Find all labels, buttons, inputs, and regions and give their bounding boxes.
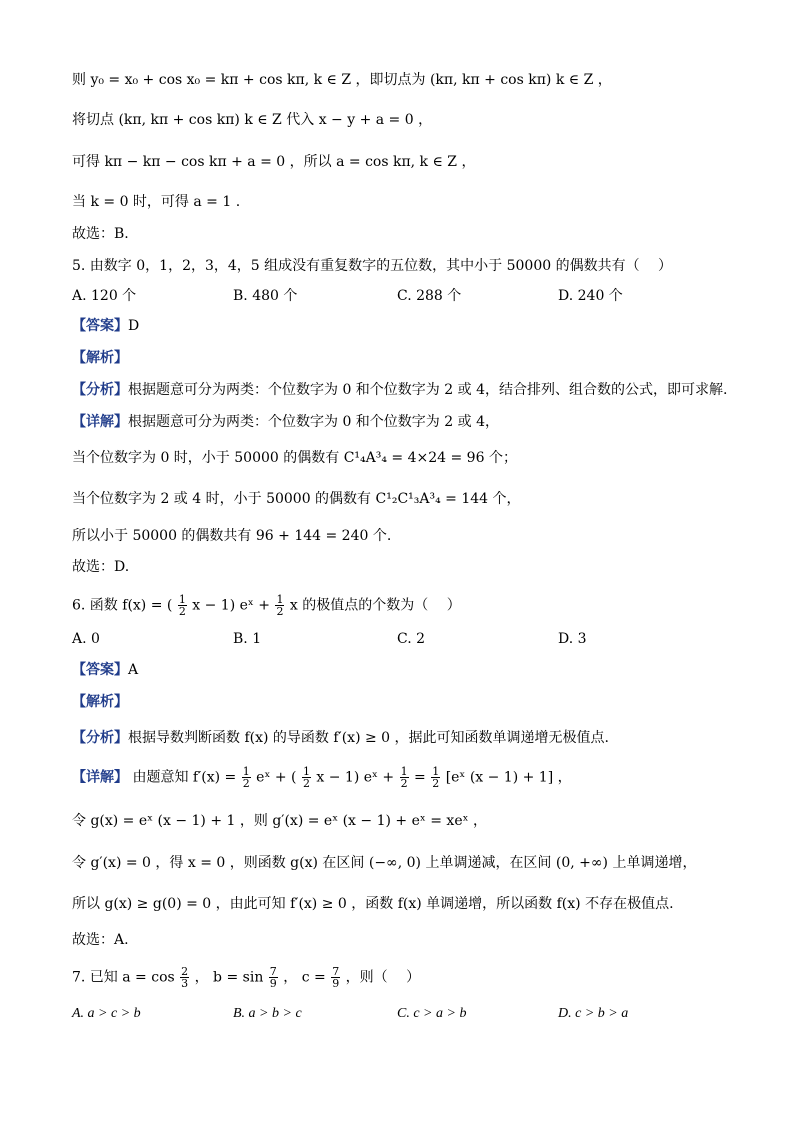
fraction-den: 3 <box>181 977 189 990</box>
text-line: 令 g(x) = eˣ (x − 1) + 1 ，则 g′(x) = eˣ (x − 1) + eˣ = xeˣ ， <box>72 813 487 829</box>
q6-option-c: C. 2 <box>397 631 426 647</box>
answer-tag: 【答案】 <box>72 662 128 678</box>
detail-text: = <box>414 769 426 786</box>
q7-text: 7. 已知 a = cos <box>72 969 175 986</box>
fraction-num: 2 <box>181 965 189 978</box>
q7-option-a: A. a > c > b <box>72 1006 141 1021</box>
answer-line <box>72 316 139 336</box>
detail-line <box>72 412 499 432</box>
fraction-seven-ninths <box>331 966 340 989</box>
text-line: 故选：D. <box>72 559 130 575</box>
detail-tag: 【详解】 <box>72 769 128 786</box>
text-line: 故选：A. <box>72 932 129 948</box>
q6-option-d: D. 3 <box>558 631 587 647</box>
fraction-den: 9 <box>269 977 277 990</box>
q7-text: ， c = <box>283 969 326 986</box>
fraction-den: 2 <box>242 777 250 790</box>
q5-option-b: B. 480 个 <box>233 288 298 304</box>
text-line: 将切点 (kπ, kπ + cos kπ) k ∈ Z 代入 x − y + a = 0 ， <box>72 112 433 128</box>
text-line: 令 g′(x) = 0 ，得 x = 0 ，则函数 g(x) 在区间 (−∞, 0) 上单调递减，在区间 (0, +∞) 上单调递增， <box>72 855 697 871</box>
q7-text: ， b = sin <box>194 969 264 986</box>
q5-option-a: A. 120 个 <box>72 288 137 304</box>
fraction-den: 2 <box>432 777 440 790</box>
detail-line <box>72 766 572 789</box>
fraction-num: 1 <box>302 765 310 778</box>
fraction-half <box>400 766 409 789</box>
fraction-den: 2 <box>276 605 284 618</box>
question-5: 5. 由数字 0，1，2，3，4，5 组成没有重复数字的五位数，其中小于 50000 的偶数共有（ ） <box>72 258 673 274</box>
detail-text: [eˣ (x − 1) + 1] ， <box>445 769 572 786</box>
analysis-line <box>72 692 128 712</box>
q6-text: 6. 函数 f(x) = ( <box>72 597 173 614</box>
q5-option-c: C. 288 个 <box>397 288 462 304</box>
fenxi-text: 根据导数判断函数 f(x) 的导函数 f′(x) ≥ 0 ，据此可知函数单调递增无极值点. <box>128 730 609 746</box>
detail-text: eˣ + ( <box>256 769 297 786</box>
fenxi-tag: 【分析】 <box>72 382 128 398</box>
q7-text: ，则（ ） <box>345 969 421 986</box>
fraction-num: 1 <box>242 765 250 778</box>
fraction-den: 9 <box>332 977 340 990</box>
text-line: 所以 g(x) ≥ g(0) = 0 ，由此可知 f′(x) ≥ 0 ，函数 f(x) 单调递增，所以函数 f(x) 不存在极值点. <box>72 896 674 912</box>
q5-option-d: D. 240 个 <box>558 288 623 304</box>
q6-text: x − 1) eˣ + <box>192 597 271 614</box>
analysis-tag: 【解析】 <box>72 350 128 366</box>
text-line: 当个位数字为 0 时，小于 50000 的偶数有 C¹₄A³₄ = 4×24 = 96 个； <box>72 450 517 466</box>
fraction-num: 1 <box>400 765 408 778</box>
q6-option-b: B. 1 <box>233 631 262 647</box>
q7-option-d: D. c > b > a <box>558 1006 629 1021</box>
fenxi-tag: 【分析】 <box>72 730 128 746</box>
fraction-num: 7 <box>269 965 277 978</box>
fraction-den: 2 <box>302 777 310 790</box>
fenxi-text: 根据题意可分为两类：个位数字为 0 和个位数字为 2 或 4，结合排列、组合数的公式，即可求解. <box>128 382 728 398</box>
analysis-tag: 【解析】 <box>72 694 128 710</box>
answer-tag: 【答案】 <box>72 318 128 334</box>
fraction-den: 2 <box>400 777 408 790</box>
fraction-half <box>178 594 187 617</box>
q6-option-a: A. 0 <box>72 631 100 647</box>
text-line: 故选：B. <box>72 226 129 242</box>
answer-line <box>72 660 138 680</box>
text-line: 当 k = 0 时，可得 a = 1 . <box>72 194 241 210</box>
answer-value: D <box>128 318 140 334</box>
text-line: 则 y₀ = x₀ + cos x₀ = kπ + cos kπ, k ∈ Z ，即切点为 (kπ, kπ + cos kπ) k ∈ Z ， <box>72 72 612 88</box>
detail-text: 由题意知 f′(x) = <box>132 769 237 786</box>
fraction-num: 7 <box>332 965 340 978</box>
q6-text: x 的极值点的个数为（ ） <box>289 597 461 614</box>
question-6 <box>72 594 461 617</box>
q7-option-b: B. a > b > c <box>233 1006 302 1021</box>
fraction-den: 2 <box>178 605 186 618</box>
detail-tag: 【详解】 <box>72 414 128 430</box>
fraction-seven-ninths <box>269 966 278 989</box>
text-line: 当个位数字为 2 或 4 时，小于 50000 的偶数有 C¹₂C¹₃A³₄ = 144 个， <box>72 491 521 507</box>
fraction-num: 1 <box>276 593 284 606</box>
fraction-half <box>275 594 284 617</box>
q7-option-c: C. c > a > b <box>397 1006 467 1021</box>
fraction-half <box>242 766 251 789</box>
text-line: 所以小于 50000 的偶数共有 96 + 144 = 240 个. <box>72 528 392 544</box>
fraction-two-thirds <box>180 966 189 989</box>
fraction-num: 1 <box>178 593 186 606</box>
analysis-line <box>72 348 128 368</box>
question-7 <box>72 966 420 989</box>
text-line: 可得 kπ − kπ − cos kπ + a = 0 ，所以 a = cos kπ, k ∈ Z ， <box>72 154 476 170</box>
answer-value: A <box>128 662 139 678</box>
fenxi-line <box>72 728 609 748</box>
fraction-num: 1 <box>432 765 440 778</box>
detail-text: 根据题意可分为两类：个位数字为 0 和个位数字为 2 或 4， <box>128 414 499 430</box>
fenxi-line <box>72 380 727 400</box>
fraction-half <box>431 766 440 789</box>
detail-text: x − 1) eˣ + <box>316 769 395 786</box>
fraction-half <box>302 766 311 789</box>
